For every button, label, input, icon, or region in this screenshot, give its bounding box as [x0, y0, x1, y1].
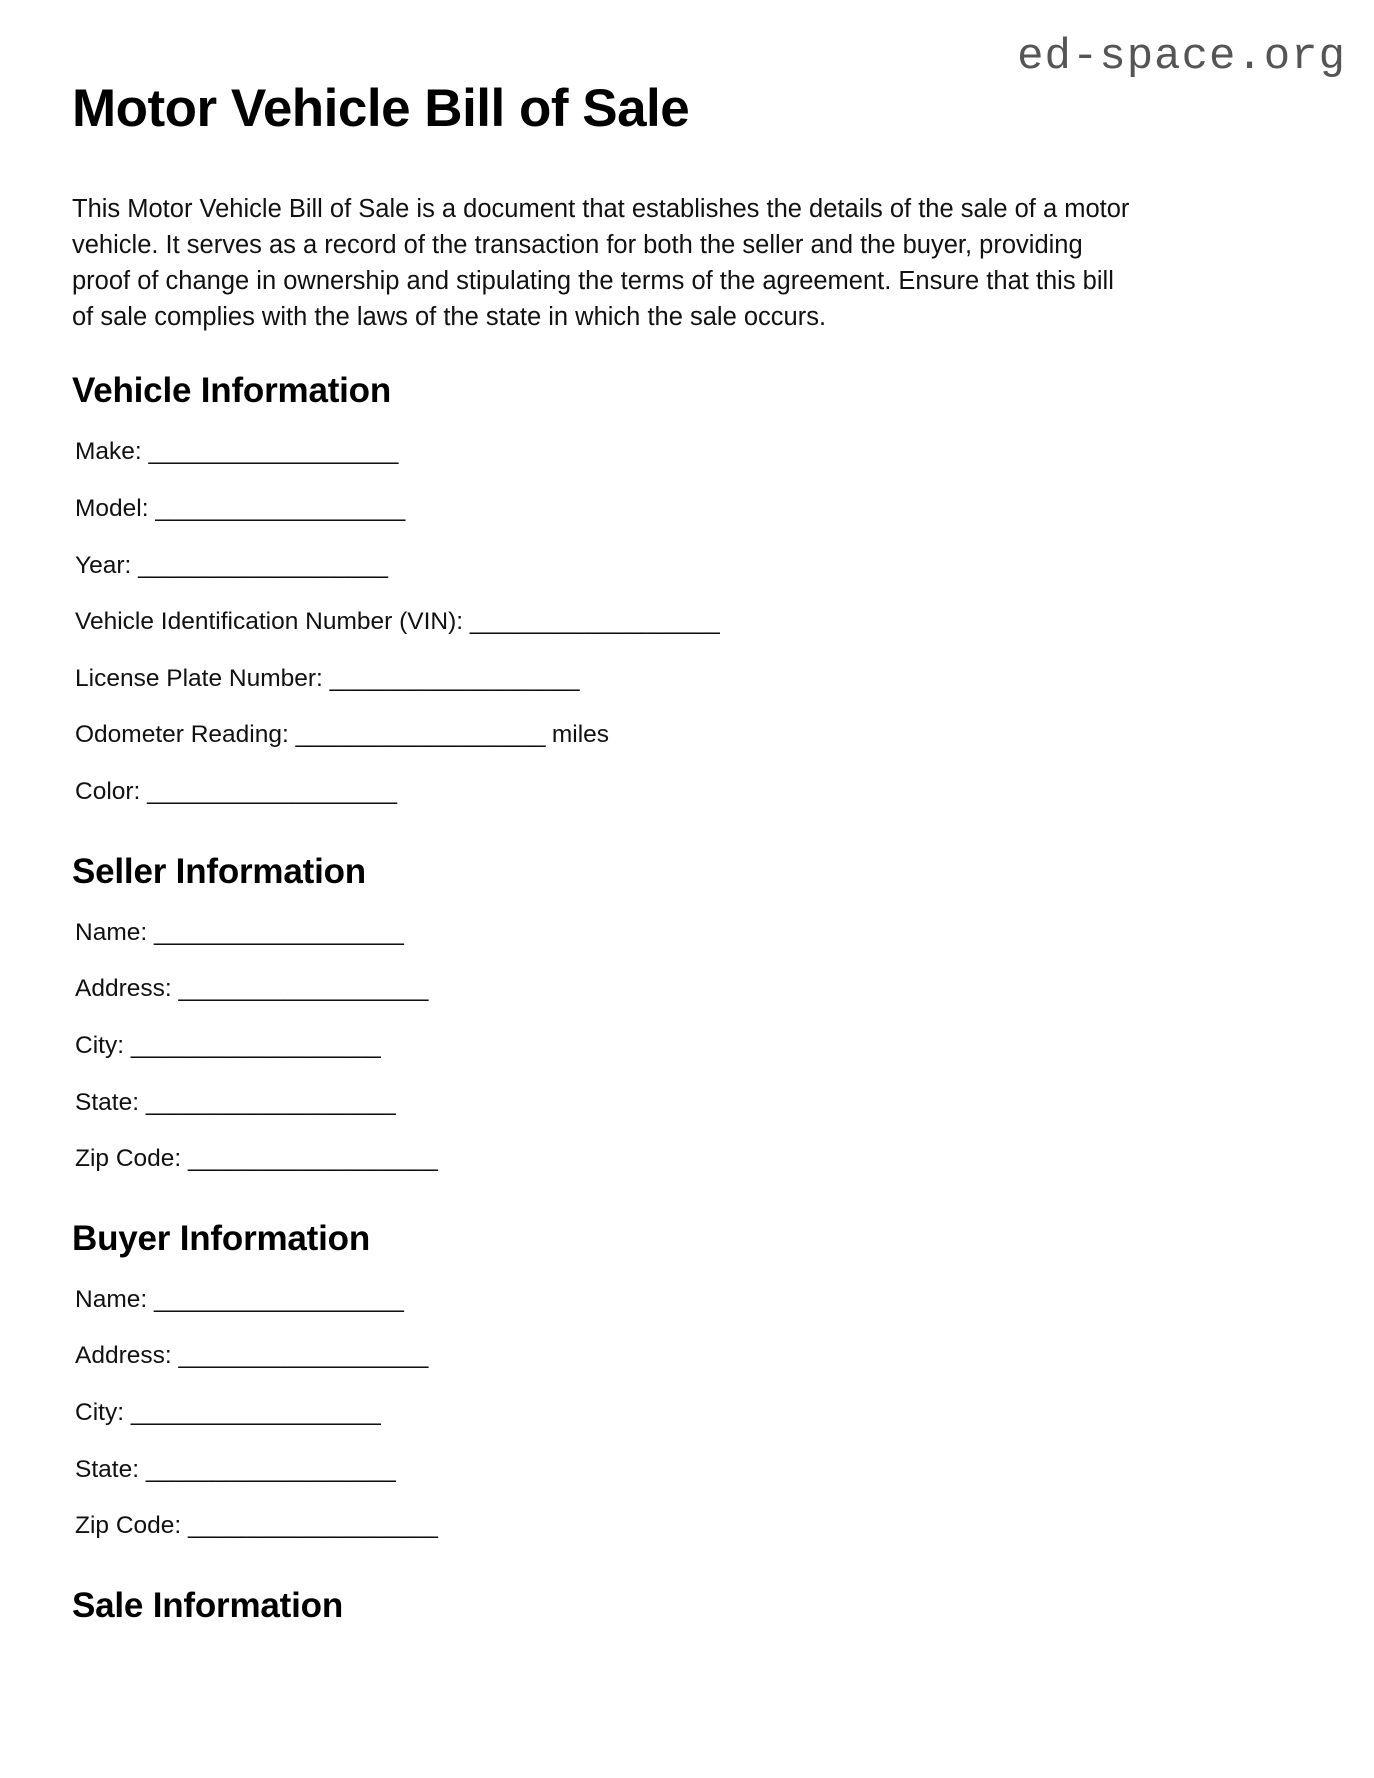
section [72, 1219, 1252, 1542]
field-blank-line[interactable]: ___________________ [469, 608, 720, 636]
page-title: Motor Vehicle Bill of Sale [72, 79, 690, 138]
field-label: Zip Code: [75, 1512, 182, 1540]
field-label: Make: [75, 438, 142, 466]
intro-text: This Motor Vehicle Bill of Sale is a document that establishes the details of the sale of a motor vehicle. It serves as a record of the transaction for both the seller and the buyer, providing proof of change in ownership and stipulating the terms of the agreement. Ensure that this bill of sale complies with the laws of the state in which the sale occurs. [72, 194, 1130, 332]
form-field-row [75, 1144, 1252, 1175]
field-label: State: [75, 1455, 140, 1483]
sections-container [72, 371, 1252, 1626]
form-field-row [75, 720, 1252, 751]
field-blank-line[interactable]: ___________________ [138, 551, 388, 579]
field-label: Name: [75, 1285, 148, 1313]
form-field-row [75, 1398, 1252, 1429]
field-blank-line[interactable]: ___________________ [329, 664, 580, 692]
field-unit-suffix: miles [551, 721, 610, 749]
field-blank-line[interactable]: ___________________ [178, 1342, 428, 1370]
section-heading: Seller Information [72, 851, 366, 891]
field-blank-line[interactable]: ___________________ [178, 975, 428, 1003]
section [72, 852, 1252, 1175]
field-list [75, 437, 1252, 807]
field-label: State: [75, 1088, 140, 1116]
field-blank-line[interactable]: ___________________ [295, 721, 546, 749]
field-label: Name: [75, 918, 148, 946]
field-blank-line[interactable]: ___________________ [188, 1512, 438, 1540]
form-field-row [75, 1455, 1252, 1486]
field-blank-line[interactable]: ___________________ [153, 918, 404, 946]
field-list [75, 918, 1252, 1175]
form-field-row [75, 494, 1252, 525]
field-label: Color: [75, 778, 141, 806]
field-label: Odometer Reading: [75, 721, 289, 749]
form-field-row [75, 551, 1252, 582]
field-label: Vehicle Identification Number (VIN): [75, 608, 464, 636]
field-label: Address: [75, 1342, 172, 1370]
document-content [72, 78, 1252, 1626]
section-heading: Sale Information [72, 1585, 344, 1625]
field-label: City: [75, 1399, 124, 1427]
field-label: License Plate Number: [75, 664, 323, 692]
field-blank-line[interactable]: ___________________ [153, 1285, 404, 1313]
form-field-row [75, 974, 1252, 1005]
form-field-row [75, 1285, 1252, 1316]
form-field-row [75, 918, 1252, 949]
field-blank-line[interactable]: ___________________ [145, 1088, 396, 1116]
site-watermark: ed-space.org [1017, 32, 1346, 82]
form-field-row [75, 607, 1252, 638]
field-label: Year: [75, 551, 132, 579]
field-blank-line[interactable]: ___________________ [145, 1455, 396, 1483]
field-label: Zip Code: [75, 1145, 182, 1173]
section-heading: Buyer Information [72, 1218, 371, 1258]
form-field-row [75, 664, 1252, 695]
field-blank-line[interactable]: ___________________ [155, 494, 405, 522]
form-field-row [75, 1031, 1252, 1062]
field-blank-line[interactable]: ___________________ [130, 1399, 381, 1427]
field-label: Model: [75, 494, 149, 522]
section [72, 371, 1252, 807]
form-field-row [75, 1088, 1252, 1119]
field-blank-line[interactable]: ___________________ [130, 1031, 381, 1059]
form-field-row [75, 777, 1252, 808]
field-label: City: [75, 1031, 124, 1059]
field-blank-line[interactable]: ___________________ [148, 438, 398, 466]
field-label: Address: [75, 975, 172, 1003]
field-blank-line[interactable]: ___________________ [188, 1145, 438, 1173]
field-list [75, 1285, 1252, 1542]
form-field-row [75, 1341, 1252, 1372]
form-field-row [75, 437, 1252, 468]
intro-paragraph [72, 191, 1132, 336]
field-blank-line[interactable]: ___________________ [147, 778, 397, 806]
section-heading: Vehicle Information [72, 371, 392, 411]
form-field-row [75, 1511, 1252, 1542]
section [72, 1586, 1252, 1626]
